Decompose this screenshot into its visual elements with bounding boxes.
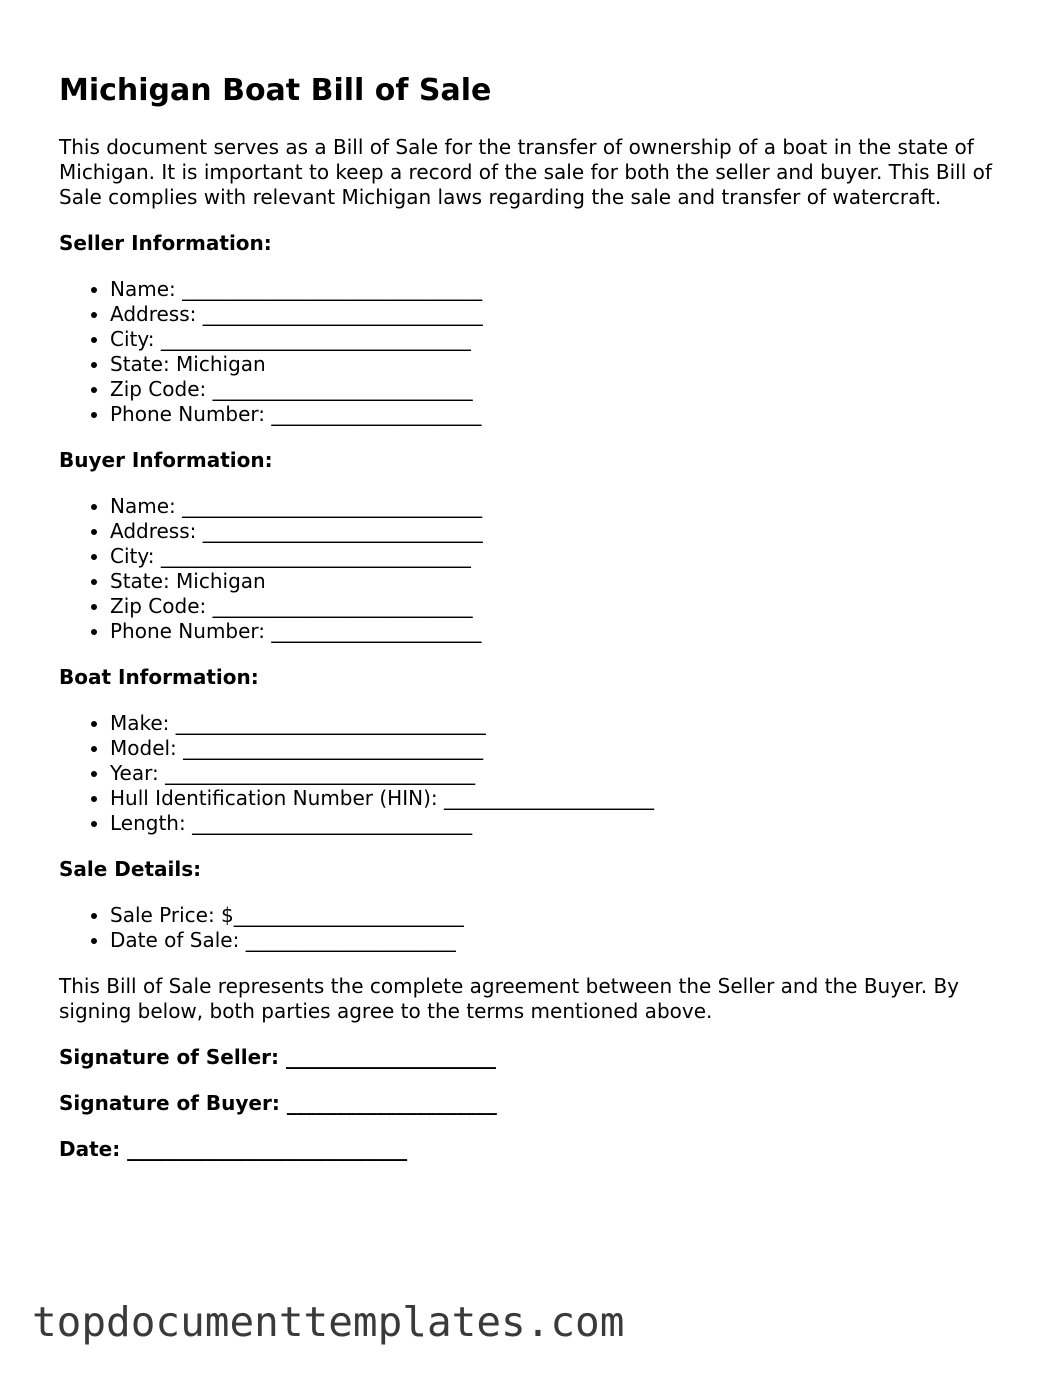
sale-heading: Sale Details: [59,857,202,881]
boat-year-field: • Year: _______________________________ [110,761,1009,786]
seller-signature-line: Signature of Seller: _____________________ [59,1045,496,1069]
site-watermark: topdocumenttemplates.com [32,1298,625,1346]
buyer-state-field: • State: Michigan [110,569,1009,594]
sale-price-field: • Sale Price: $_______________________ [110,903,1009,928]
seller-zip-field: • Zip Code: __________________________ [110,377,1009,402]
date-signature-line: Date: ____________________________ [59,1137,408,1161]
seller-heading: Seller Information: [59,231,272,255]
boat-list [59,711,1009,836]
seller-address-field: • Address: ____________________________ [110,302,1009,327]
seller-list [59,277,1009,427]
intro-paragraph: This document serves as a Bill of Sale for the transfer of ownership of a boat in the state of Michigan. It is important to keep a record of the sale for both the seller and buyer. This Bill of Sale complies with relevant Michigan laws regarding the sale and transfer of watercraft. [59,135,992,209]
sale-list [59,903,1009,953]
boat-heading: Boat Information: [59,665,259,689]
buyer-signature-line: Signature of Buyer: _____________________ [59,1091,497,1115]
buyer-name-field: • Name: ______________________________ [110,494,1009,519]
boat-make-field: • Make: _______________________________ [110,711,1009,736]
boat-model-field: • Model: ______________________________ [110,736,1009,761]
seller-state-field: • State: Michigan [110,352,1009,377]
buyer-address-field: • Address: ____________________________ [110,519,1009,544]
boat-length-field: • Length: ____________________________ [110,811,1009,836]
buyer-phone-field: • Phone Number: _____________________ [110,619,1009,644]
buyer-zip-field: • Zip Code: __________________________ [110,594,1009,619]
agreement-paragraph: This Bill of Sale represents the complete agreement between the Seller and the Buyer. By signing below, both parties agree to the terms mentioned above. [59,974,960,1023]
buyer-city-field: • City: _______________________________ [110,544,1009,569]
boat-hin-field: • Hull Identification Number (HIN): _____________________ [110,786,1009,811]
seller-city-field: • City: _______________________________ [110,327,1009,352]
document-page [59,68,1009,1183]
buyer-list [59,494,1009,644]
seller-name-field: • Name: ______________________________ [110,277,1009,302]
sale-date-field: • Date of Sale: _____________________ [110,928,1009,953]
seller-phone-field: • Phone Number: _____________________ [110,402,1009,427]
buyer-heading: Buyer Information: [59,448,273,472]
document-title: Michigan Boat Bill of Sale [59,73,492,108]
